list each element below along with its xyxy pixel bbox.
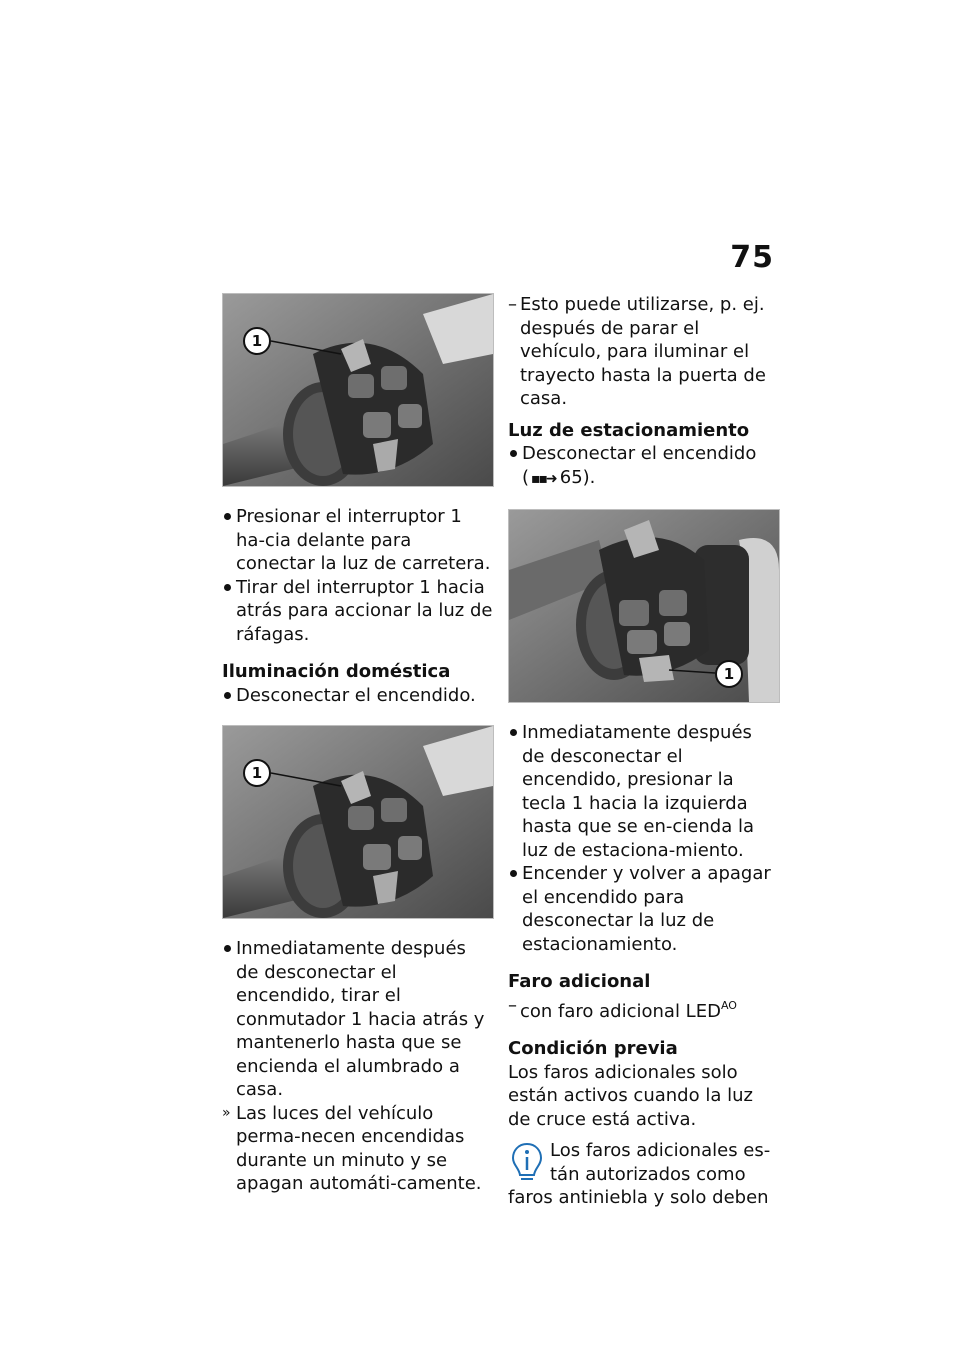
info-icon [510,1141,544,1181]
handlebar-switch-photo-parking-light [508,509,780,703]
high-beam-step: Presionar el interruptor 1 ha-cia delante para conectar la luz de carretera. [222,505,494,576]
parking-steps [508,721,780,956]
aux-light-option: – con faro adicional $LED^{AO}$ [508,994,780,1024]
section-title-precondition: Condición previa [508,1038,678,1059]
handlebar-switch-illustration [223,294,493,486]
option-code: AO [720,998,737,1012]
home-light-note: – Esto puede utilizarse, p. ej. después de parar el vehículo, para iluminar el trayecto hasta la puerta de casa. [508,293,780,411]
right-column [508,293,780,1210]
info-note-line: tán autorizados como [550,1163,746,1185]
parking-step: Desconectar el encendido ( ▪▪➜ 65). [508,442,780,491]
info-note [508,1139,780,1210]
high-beam-step: Tirar del interruptor 1 hacia atrás para accionar la luz de ráfagas. [222,576,494,647]
home-light-result: » Las luces del vehículo perma-necen encendidas durante un minuto y se apagan automáti-camente. [222,1102,494,1196]
home-light-step: Desconectar el encendido. [222,684,494,708]
left-column [222,293,494,1196]
handlebar-switch-photo-home-light [222,725,494,919]
callout-number: 1 [243,759,271,787]
page-reference: 65). [559,466,596,488]
page-number: 75 [730,240,774,275]
callout-number: 1 [715,660,743,688]
section-title-aux-light: Faro adicional [508,971,651,992]
info-note-line: faros antiniebla y solo deben [508,1187,769,1208]
home-light-step: Inmediatamente después de desconectar el encendido, tirar el conmutador 1 hacia atrás y mantenerlo hasta que se encienda el alumbrado a casa. [222,937,494,1102]
section-title-home-light: Iluminación doméstica [222,661,451,682]
parking-step-text: Desconectar el encendido [522,443,757,464]
high-beam-steps [222,505,494,646]
parking-step: Encender y volver a apagar el encendido para desconectar la luz de estacionamiento. [508,862,780,956]
precondition-text: Los faros adicionales solo están activos cuando la luz de cruce está activa. [508,1061,753,1130]
parking-step: Inmediatamente después de desconectar el encendido, presionar la tecla 1 hacia la izquierda hasta que se en-cienda la luz de estaciona-miento. [508,721,780,862]
info-note-line: Los faros adicionales es- [550,1140,771,1161]
callout-number: 1 [243,327,271,355]
handlebar-switch-photo-high-beam [222,293,494,487]
page-reference-arrow-icon: ▪▪➜ [531,470,556,487]
section-title-parking-light: Luz de estacionamiento [508,419,750,441]
handlebar-switch-illustration [223,726,493,918]
